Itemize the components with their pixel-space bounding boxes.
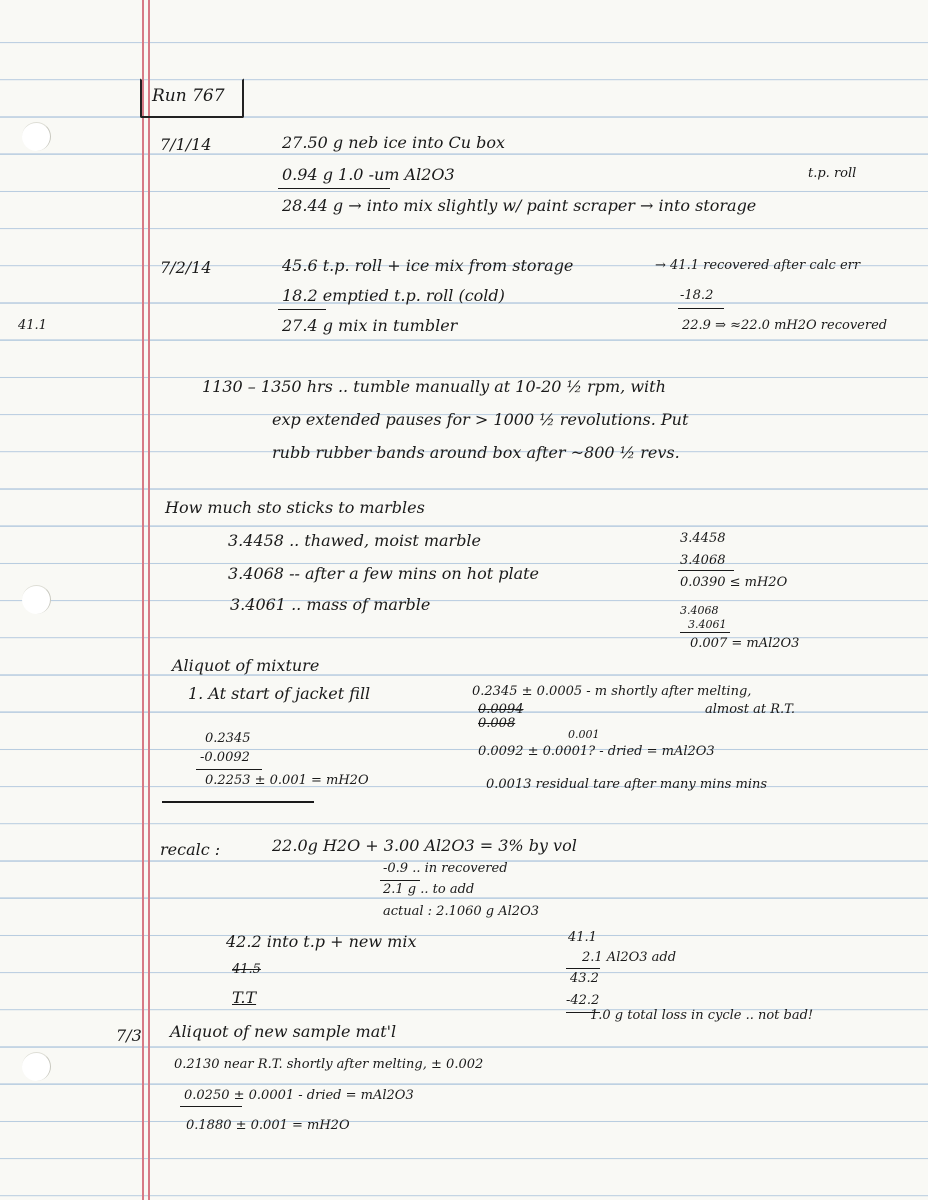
entry-0702-line1: 45.6 t.p. roll + ice mix from storage [282, 256, 574, 275]
recalc-tp-new: 42.2 into t.p + new mix [226, 932, 417, 951]
margin-line-right [148, 0, 150, 1200]
marble-calc2-a: 3.4068 [680, 604, 719, 617]
marbles-row3: 3.4061 .. mass of marble [230, 595, 431, 614]
entry-0702-right2: -18.2 [680, 288, 714, 303]
entry-0702-right1: → 41.1 recovered after calc err [655, 258, 861, 273]
recalc-minus: -0.9 .. in recovered [383, 861, 508, 876]
tumble-line3: rubb rubber bands around box after ~800 ½ revs. [272, 443, 680, 462]
aliquot-heading: Aliquot of mixture [172, 656, 320, 675]
punch-hole-bottom [22, 1052, 51, 1081]
marble-calc1-rule [678, 570, 734, 571]
recalc-s3: 43.2 [570, 971, 599, 986]
recalc-s2: 2.1 Al2O3 add [582, 950, 677, 965]
sum-rule-0702 [278, 309, 326, 310]
aliquot-val1-note: almost at R.T. [705, 702, 796, 717]
aliquot-crossed1: 0.0094 [478, 702, 524, 717]
recalc-actual: actual : 2.1060 g Al2O3 [383, 904, 539, 919]
sum-rule-0702-right [678, 308, 724, 309]
entry-0703-rule [180, 1106, 242, 1107]
recalc-s1: 41.1 [568, 930, 597, 945]
punch-hole-top [22, 122, 51, 151]
entry-0702-right3: 22.9 ⇒ ≈22.0 mH2O recovered [682, 318, 888, 333]
tumble-line1: 1130 – 1350 hrs .. tumble manually at 10-20 ½ rpm, with [202, 377, 666, 396]
aliquot-val1: 0.2345 ± 0.0005 - m shortly after melting, [472, 684, 752, 699]
recalc-crossed-a: 41.5 [232, 962, 261, 977]
marble-calc1-c: 0.0390 ≤ mH2O [680, 575, 788, 590]
section-divider [162, 801, 314, 803]
entry-0703-heading: Aliquot of new sample mat'l [170, 1022, 397, 1041]
recalc-toadd: 2.1 g .. to add [383, 882, 475, 897]
marble-calc2-b: 3.4061 [688, 618, 727, 631]
marbles-row2: 3.4068 -- after a few mins on hot plate [228, 564, 540, 583]
recalc-s4: -42.2 [566, 993, 600, 1008]
entry-0701-line2: 0.94 g 1.0 -um Al2O3 [282, 165, 455, 184]
entry-0702-line3: 27.4 g mix in tumbler [282, 316, 458, 335]
recalc-s5: 1.0 g total loss in cycle .. not bad! [590, 1008, 814, 1023]
aliquot-item1: 1. At start of jacket fill [188, 684, 371, 703]
date-0702: 7/2/14 [160, 258, 212, 277]
entry-0703-line3: 0.1880 ± 0.001 = mH2O [186, 1118, 350, 1133]
aliquot-val3: 0.0013 residual tare after many mins mins [486, 777, 768, 792]
aliquot-val2: 0.0092 ± 0.0001? - dried = mAl2O3 [478, 744, 715, 759]
margin-note: 41.1 [18, 318, 47, 333]
aliquot-sub-rule [196, 769, 262, 770]
margin-line-left [142, 0, 144, 1200]
date-0701: 7/1/14 [160, 135, 212, 154]
aliquot-crossed2: 0.008 [478, 716, 516, 731]
entry-0702-line2: 18.2 emptied t.p. roll (cold) [282, 286, 505, 305]
aliquot-sub3: 0.2253 ± 0.001 = mH2O [205, 773, 369, 788]
marble-calc1-b: 3.4068 [680, 553, 726, 568]
marble-calc2-c: 0.007 = mAl2O3 [690, 636, 800, 651]
recalc-eq: 22.0g H2O + 3.00 Al2O3 = 3% by vol [272, 836, 577, 855]
recalc-crossed-b: T.T [232, 988, 257, 1007]
recalc-s-rule1 [566, 968, 600, 969]
aliquot-sub1: 0.2345 [205, 731, 251, 746]
run-label: Run 767 [152, 86, 225, 106]
entry-0703-line1: 0.2130 near R.T. shortly after melting, ± 0.002 [174, 1057, 484, 1072]
entry-0701-line3: 28.44 g → into mix slightly w/ paint scraper → into storage [282, 196, 757, 215]
tumble-line2: exp extended pauses for > 1000 ½ revolutions. Put [272, 410, 689, 429]
marbles-heading: How much sto sticks to marbles [165, 498, 425, 517]
entry-0703-line2: 0.0250 ± 0.0001 - dried = mAl2O3 [184, 1088, 414, 1103]
aliquot-unc-above: 0.001 [568, 728, 600, 741]
marble-calc1-a: 3.4458 [680, 531, 726, 546]
aliquot-sub2: -0.0092 [200, 750, 250, 765]
entry-0701-line1: 27.50 g neb ice into Cu box [282, 133, 506, 152]
sum-rule-0701 [278, 188, 390, 189]
date-0703: 7/3 [116, 1026, 142, 1045]
marbles-row1: 3.4458 .. thawed, moist marble [228, 531, 482, 550]
punch-hole-middle [22, 585, 51, 614]
marble-calc2-rule [680, 632, 730, 633]
note-tp-roll: t.p. roll [808, 166, 857, 181]
recalc-label: recalc : [160, 840, 221, 859]
